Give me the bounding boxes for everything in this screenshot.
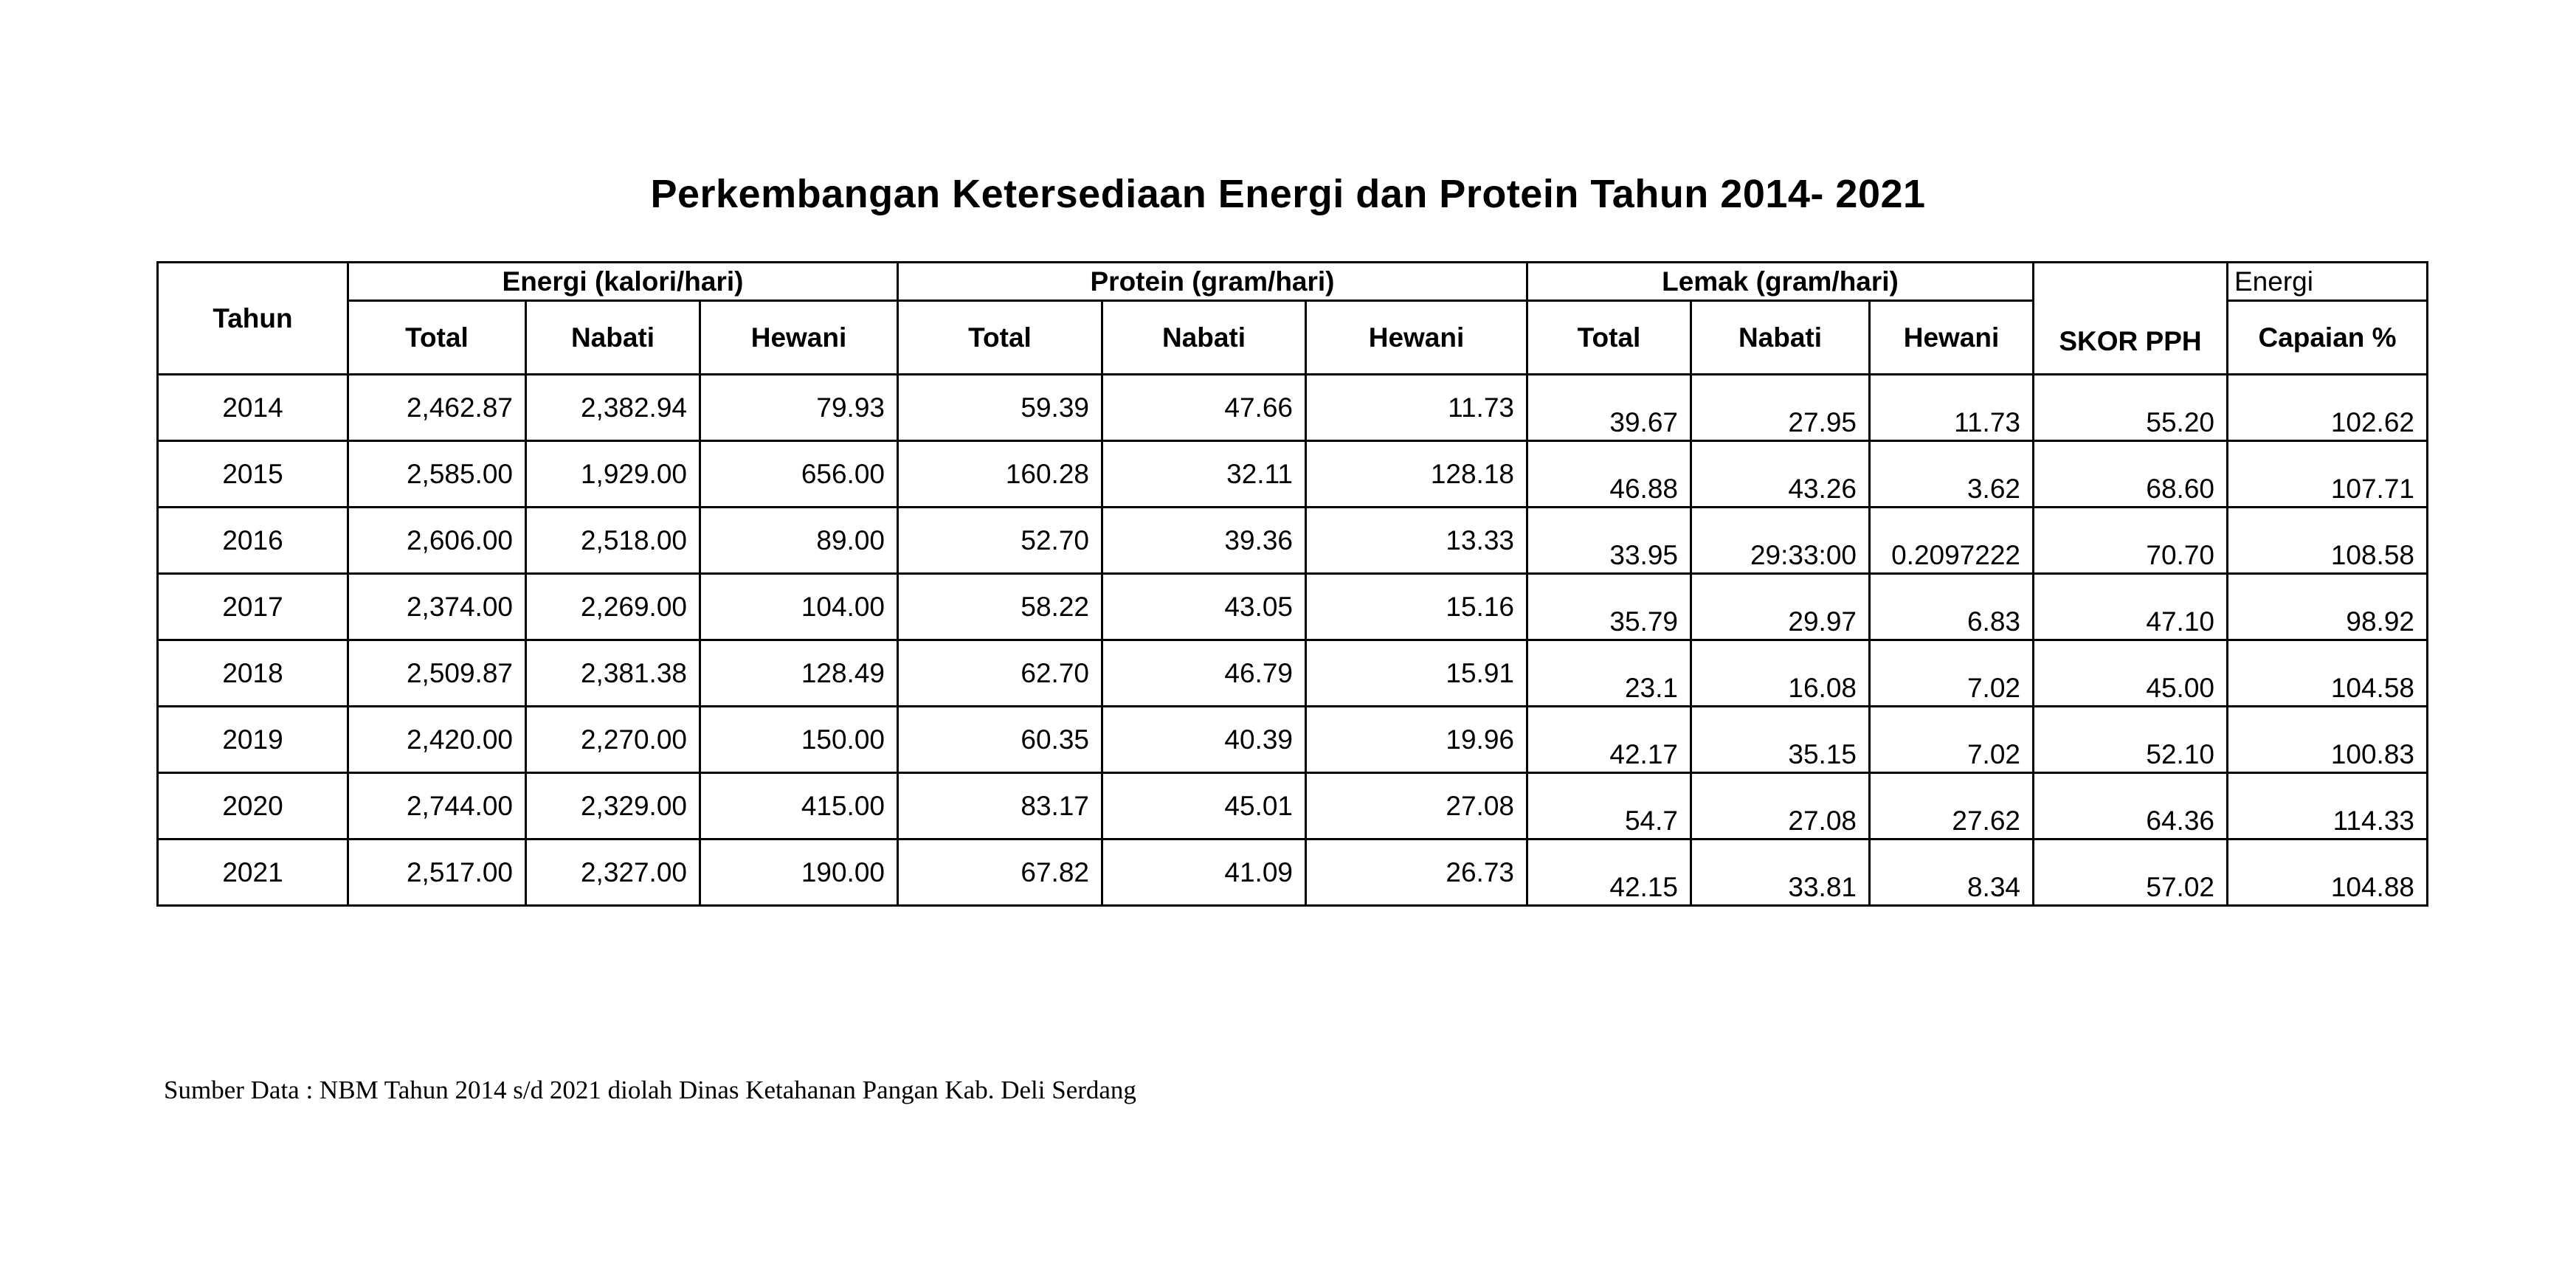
cell-lemak-total: 46.88	[1527, 441, 1691, 508]
cell-energi-hewani: 128.49	[700, 640, 898, 707]
cell-tahun: 2018	[158, 640, 348, 707]
header-energi-top: Energi	[2228, 263, 2428, 301]
cell-energi-hewani: 79.93	[700, 375, 898, 441]
cell-lemak-hewani: 8.34	[1870, 839, 2034, 906]
cell-capaian: 102.62	[2228, 375, 2428, 441]
header-lemak-nabati: Nabati	[1691, 301, 1870, 375]
header-lemak-group: Lemak (gram/hari)	[1527, 263, 2034, 301]
table-row	[158, 773, 2428, 839]
header-lemak-hewani: Hewani	[1870, 301, 2034, 375]
cell-protein-hewani: 15.16	[1306, 574, 1527, 640]
cell-skor-pph: 57.02	[2034, 839, 2228, 906]
header-skor-pph: SKOR PPH	[2034, 263, 2228, 375]
cell-lemak-nabati: 35.15	[1691, 707, 1870, 773]
cell-protein-hewani: 15.91	[1306, 640, 1527, 707]
cell-protein-hewani: 128.18	[1306, 441, 1527, 508]
cell-protein-total: 160.28	[898, 441, 1102, 508]
header-row-groups	[158, 263, 2428, 301]
table-row	[158, 707, 2428, 773]
cell-lemak-total: 35.79	[1527, 574, 1691, 640]
cell-energi-nabati: 2,327.00	[526, 839, 700, 906]
table-row	[158, 839, 2428, 906]
cell-lemak-nabati: 27.95	[1691, 375, 1870, 441]
cell-lemak-hewani: 27.62	[1870, 773, 2034, 839]
cell-capaian: 104.88	[2228, 839, 2428, 906]
table-body	[158, 375, 2428, 906]
cell-energi-total: 2,374.00	[348, 574, 526, 640]
cell-energi-total: 2,606.00	[348, 508, 526, 574]
cell-energi-total: 2,462.87	[348, 375, 526, 441]
cell-energi-total: 2,744.00	[348, 773, 526, 839]
table-row	[158, 508, 2428, 574]
cell-tahun: 2014	[158, 375, 348, 441]
cell-energi-nabati: 2,270.00	[526, 707, 700, 773]
data-table	[156, 261, 2428, 907]
source-note: Sumber Data : NBM Tahun 2014 s/d 2021 diolah Dinas Ketahanan Pangan Kab. Deli Serdang	[164, 1076, 1136, 1104]
cell-energi-hewani: 89.00	[700, 508, 898, 574]
cell-lemak-nabati: 16.08	[1691, 640, 1870, 707]
table-row	[158, 574, 2428, 640]
cell-protein-nabati: 45.01	[1102, 773, 1306, 839]
cell-protein-total: 62.70	[898, 640, 1102, 707]
cell-protein-total: 58.22	[898, 574, 1102, 640]
cell-energi-hewani: 104.00	[700, 574, 898, 640]
header-energi-nabati: Nabati	[526, 301, 700, 375]
header-protein-total: Total	[898, 301, 1102, 375]
cell-protein-total: 83.17	[898, 773, 1102, 839]
cell-lemak-hewani: 7.02	[1870, 640, 2034, 707]
cell-lemak-total: 33.95	[1527, 508, 1691, 574]
cell-skor-pph: 55.20	[2034, 375, 2228, 441]
cell-energi-total: 2,585.00	[348, 441, 526, 508]
header-energi-hewani: Hewani	[700, 301, 898, 375]
cell-protein-total: 52.70	[898, 508, 1102, 574]
header-energi-group: Energi (kalori/hari)	[348, 263, 898, 301]
cell-protein-hewani: 11.73	[1306, 375, 1527, 441]
cell-energi-hewani: 190.00	[700, 839, 898, 906]
cell-skor-pph: 64.36	[2034, 773, 2228, 839]
cell-tahun: 2017	[158, 574, 348, 640]
cell-lemak-nabati: 29.97	[1691, 574, 1870, 640]
table-row	[158, 375, 2428, 441]
cell-energi-nabati: 2,269.00	[526, 574, 700, 640]
cell-capaian: 98.92	[2228, 574, 2428, 640]
cell-energi-nabati: 1,929.00	[526, 441, 700, 508]
cell-skor-pph: 47.10	[2034, 574, 2228, 640]
header-lemak-total: Total	[1527, 301, 1691, 375]
cell-skor-pph: 70.70	[2034, 508, 2228, 574]
cell-lemak-hewani: 6.83	[1870, 574, 2034, 640]
cell-lemak-total: 42.17	[1527, 707, 1691, 773]
header-tahun: Tahun	[158, 263, 348, 375]
cell-skor-pph: 45.00	[2034, 640, 2228, 707]
cell-energi-nabati: 2,329.00	[526, 773, 700, 839]
cell-protein-total: 60.35	[898, 707, 1102, 773]
cell-tahun: 2019	[158, 707, 348, 773]
cell-protein-nabati: 43.05	[1102, 574, 1306, 640]
cell-protein-hewani: 27.08	[1306, 773, 1527, 839]
cell-lemak-hewani: 7.02	[1870, 707, 2034, 773]
cell-energi-total: 2,517.00	[348, 839, 526, 906]
cell-energi-hewani: 150.00	[700, 707, 898, 773]
header-energi-total: Total	[348, 301, 526, 375]
cell-tahun: 2015	[158, 441, 348, 508]
cell-tahun: 2020	[158, 773, 348, 839]
cell-capaian: 104.58	[2228, 640, 2428, 707]
cell-capaian: 107.71	[2228, 441, 2428, 508]
table-row	[158, 441, 2428, 508]
cell-lemak-total: 23.1	[1527, 640, 1691, 707]
cell-capaian: 100.83	[2228, 707, 2428, 773]
cell-protein-nabati: 41.09	[1102, 839, 1306, 906]
cell-protein-nabati: 32.11	[1102, 441, 1306, 508]
cell-lemak-nabati: 33.81	[1691, 839, 1870, 906]
cell-lemak-hewani: 11.73	[1870, 375, 2034, 441]
cell-lemak-nabati: 43.26	[1691, 441, 1870, 508]
cell-protein-hewani: 13.33	[1306, 508, 1527, 574]
cell-lemak-nabati: 27.08	[1691, 773, 1870, 839]
cell-protein-total: 59.39	[898, 375, 1102, 441]
cell-energi-hewani: 415.00	[700, 773, 898, 839]
cell-protein-hewani: 19.96	[1306, 707, 1527, 773]
cell-energi-nabati: 2,382.94	[526, 375, 700, 441]
cell-capaian: 114.33	[2228, 773, 2428, 839]
table-header	[158, 263, 2428, 375]
header-protein-nabati: Nabati	[1102, 301, 1306, 375]
cell-lemak-nabati: 29:33:00	[1691, 508, 1870, 574]
cell-lemak-hewani: 0.2097222	[1870, 508, 2034, 574]
header-protein-group: Protein (gram/hari)	[898, 263, 1527, 301]
cell-lemak-total: 54.7	[1527, 773, 1691, 839]
cell-skor-pph: 52.10	[2034, 707, 2228, 773]
cell-tahun: 2016	[158, 508, 348, 574]
cell-energi-nabati: 2,381.38	[526, 640, 700, 707]
cell-protein-nabati: 47.66	[1102, 375, 1306, 441]
cell-energi-nabati: 2,518.00	[526, 508, 700, 574]
table-row	[158, 640, 2428, 707]
cell-lemak-hewani: 3.62	[1870, 441, 2034, 508]
cell-tahun: 2021	[158, 839, 348, 906]
cell-lemak-total: 42.15	[1527, 839, 1691, 906]
cell-capaian: 108.58	[2228, 508, 2428, 574]
cell-protein-nabati: 46.79	[1102, 640, 1306, 707]
cell-energi-total: 2,509.87	[348, 640, 526, 707]
cell-protein-nabati: 39.36	[1102, 508, 1306, 574]
cell-lemak-total: 39.67	[1527, 375, 1691, 441]
cell-protein-total: 67.82	[898, 839, 1102, 906]
cell-skor-pph: 68.60	[2034, 441, 2228, 508]
cell-protein-hewani: 26.73	[1306, 839, 1527, 906]
header-protein-hewani: Hewani	[1306, 301, 1527, 375]
cell-protein-nabati: 40.39	[1102, 707, 1306, 773]
page-title: Perkembangan Ketersediaan Energi dan Protein Tahun 2014- 2021	[650, 172, 1926, 216]
cell-energi-total: 2,420.00	[348, 707, 526, 773]
cell-energi-hewani: 656.00	[700, 441, 898, 508]
header-capaian: Capaian %	[2228, 301, 2428, 375]
